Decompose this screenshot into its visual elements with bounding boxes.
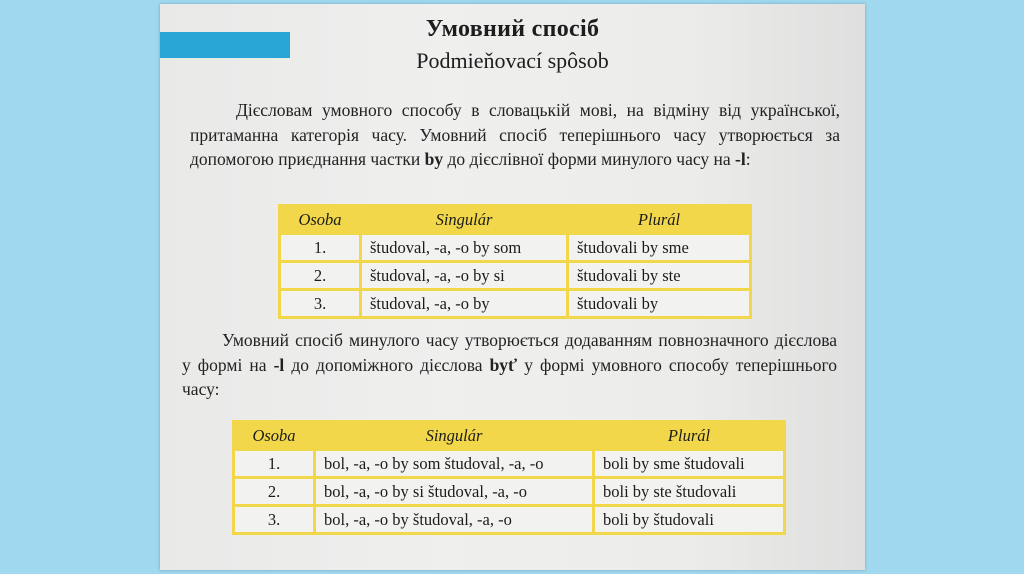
bold-term: -l bbox=[735, 149, 746, 169]
table-row bbox=[280, 290, 751, 318]
paragraph-text: до допоміжного дієслова bbox=[284, 354, 490, 375]
person-cell: 3. bbox=[280, 290, 361, 318]
header-osoba: Osoba bbox=[280, 206, 361, 234]
paragraph-text: Дієсловам умовного способу в словацькій мові, на відміну від української, притаманна категорія часу. Умовний спосіб теперішнього часу утворюється за допомогою приєднання частки bbox=[190, 100, 840, 169]
paragraph-text: Умовний спосіб минулого часу утворюється додаванням повнозначного дієслова у формі на bbox=[182, 330, 837, 375]
plural-cell: študovali by ste bbox=[568, 262, 751, 290]
person-cell: 3. bbox=[234, 506, 315, 534]
plural-cell: boli by sme študovali bbox=[594, 450, 785, 478]
page-title-ukrainian: Умовний спосіб bbox=[425, 16, 600, 42]
person-cell: 1. bbox=[280, 234, 361, 262]
table-row bbox=[234, 450, 785, 478]
textbook-page bbox=[160, 4, 865, 570]
singular-cell: študoval, -a, -o by som bbox=[361, 234, 568, 262]
page-title-slovak: Podmieňovací spôsob bbox=[416, 48, 609, 73]
singular-cell: bol, -a, -o by si študoval, -a, -o bbox=[315, 478, 594, 506]
plural-cell: študovali by bbox=[568, 290, 751, 318]
header-osoba: Osoba bbox=[234, 422, 315, 450]
bold-term: byť bbox=[489, 354, 518, 375]
person-cell: 2. bbox=[280, 262, 361, 290]
past-conditional-table bbox=[232, 420, 786, 535]
person-cell: 1. bbox=[234, 450, 315, 478]
person-cell: 2. bbox=[234, 478, 315, 506]
paragraph-past-conditional bbox=[182, 328, 837, 402]
plural-cell: boli by študovali bbox=[594, 506, 785, 534]
paragraph-present-conditional bbox=[190, 98, 840, 172]
header-plural: Plurál bbox=[568, 206, 751, 234]
table-row bbox=[234, 506, 785, 534]
bold-term: -l bbox=[273, 354, 285, 375]
header-singular: Singulár bbox=[361, 206, 568, 234]
table-row bbox=[280, 262, 751, 290]
singular-cell: študoval, -a, -o by bbox=[361, 290, 568, 318]
header-singular: Singulár bbox=[315, 422, 594, 450]
accent-band bbox=[160, 32, 290, 58]
table-row bbox=[280, 234, 751, 262]
singular-cell: bol, -a, -o by študoval, -a, -o bbox=[315, 506, 594, 534]
paragraph-text: : bbox=[745, 149, 751, 169]
table-row bbox=[234, 478, 785, 506]
paragraph-text: у формі умовного способу теперішнього часу: bbox=[182, 354, 837, 399]
singular-cell: bol, -a, -o by som študoval, -a, -o bbox=[315, 450, 594, 478]
bold-term: by bbox=[424, 149, 444, 169]
plural-cell: študovali by sme bbox=[568, 234, 751, 262]
header-plural: Plurál bbox=[594, 422, 785, 450]
plural-cell: boli by ste študovali bbox=[594, 478, 785, 506]
singular-cell: študoval, -a, -o by si bbox=[361, 262, 568, 290]
paragraph-text: до дієслівної форми минулого часу на bbox=[443, 149, 736, 169]
present-conditional-table bbox=[278, 204, 752, 319]
